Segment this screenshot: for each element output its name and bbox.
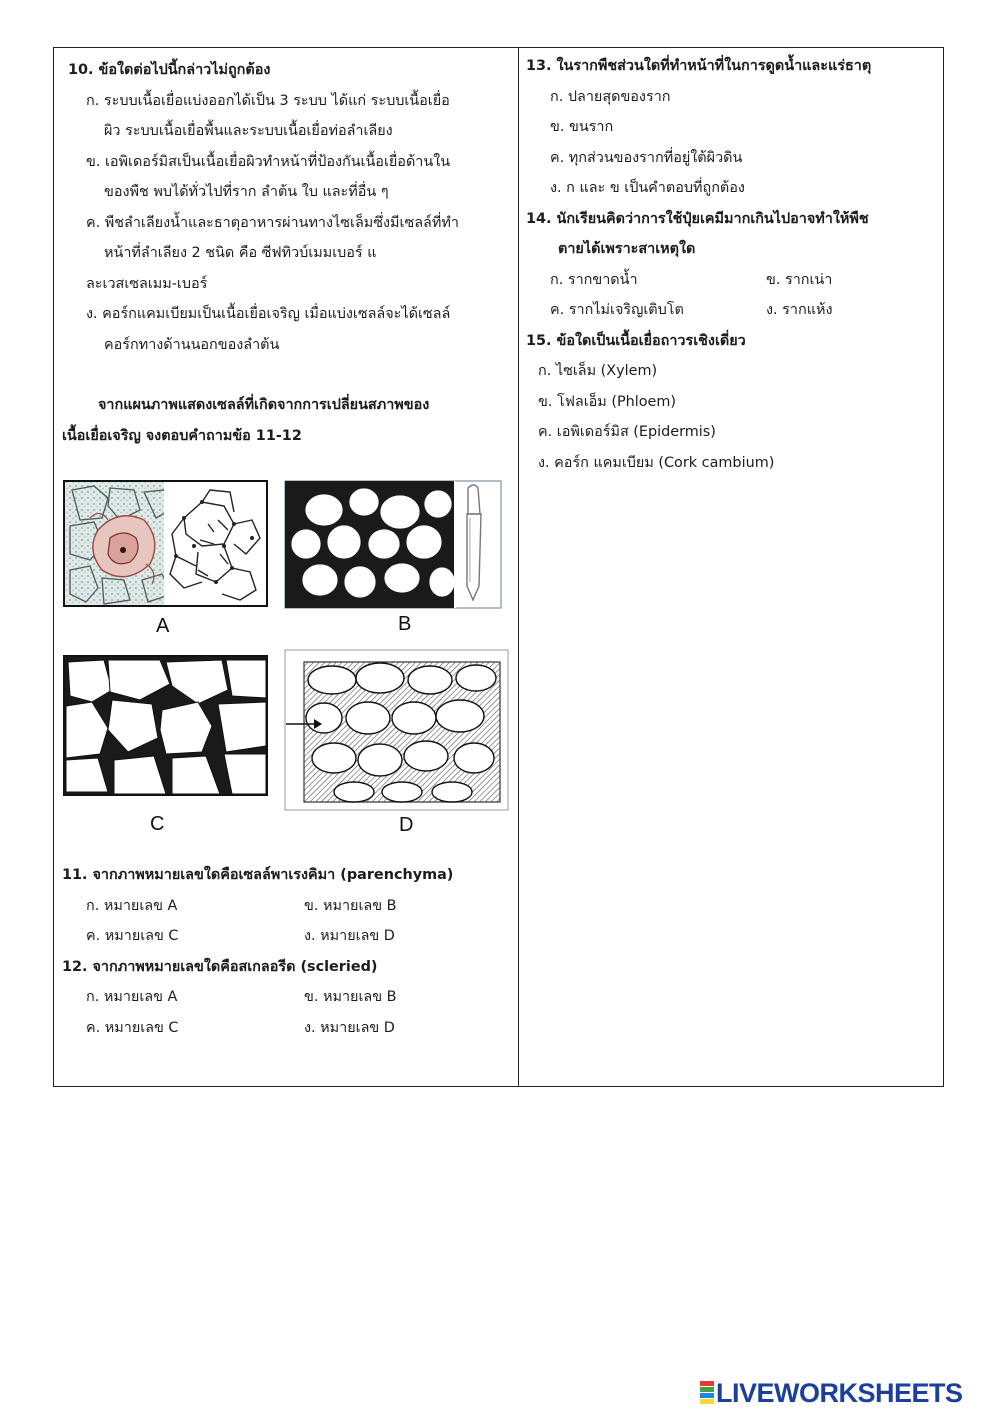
q12-option-c: ค. หมายเลข C (86, 1019, 179, 1036)
panel-b (285, 481, 501, 608)
q14-option-d: ง. รากแห้ง (766, 302, 833, 318)
q10-option-b-line1: ข. เอพิเดอร์มิสเป็นเนื้อเยื่อผิวทำหน้าที่ป้องกันเนื้อเยื่อด้านใน (86, 153, 451, 170)
cell-diagram-svg (62, 478, 517, 862)
label-a: A (156, 615, 170, 637)
q10-option-c-line1: ค. พืชลำเลียงน้ำและธาตุอาหารผ่านทางไซเล็มซึ่งมีเซลล์ที่ทำ (86, 214, 459, 231)
q11-option-d: ง. หมายเลข D (304, 928, 395, 944)
q10-option-a-line2: ผิว ระบบเนื้อเยื่อพื้นและระบบเนื้อเยื่อท่อลำเลียง (104, 123, 393, 139)
q15-option-c: ค. เอพิเดอร์มิส (Epidermis) (538, 424, 716, 440)
q15-option-b: ข. โฟลเอ็ม (Phloem) (538, 393, 677, 410)
question-13-title: 13. ในรากพืชส่วนใดที่ทำหน้าที่ในการดูดน้ำและแร่ธาตุ (526, 58, 872, 74)
q13-option-d: ง. ก และ ข เป็นคำตอบที่ถูกต้อง (550, 180, 745, 196)
q15-option-a: ก. ไซเล็ม (Xylem) (538, 363, 658, 379)
q11-option-c: ค. หมายเลข C (86, 928, 179, 944)
q10-option-b-line2: ของพืช พบได้ทั่วไปที่ราก ลำต้น ใบ และที่อื่น ๆ (104, 184, 389, 200)
question-10-title: 10. ข้อใดต่อไปนี้กล่าวไม่ถูกต้อง (68, 62, 271, 78)
q11-option-a: ก. หมายเลข A (86, 897, 178, 914)
liveworksheets-logo (700, 1378, 963, 1408)
q11-option-b: ข. หมายเลข B (304, 897, 397, 914)
q13-option-b: ข. ขนราก (550, 119, 614, 135)
q13-option-a: ก. ปลายสุดของราก (550, 88, 671, 105)
q12-option-a: ก. หมายเลข A (86, 989, 178, 1005)
q12-row-1 (62, 982, 512, 1013)
q15-option-d: ง. คอร์ก แคมเบียม (Cork cambium) (538, 454, 775, 471)
question-12-title: 12. จากภาพหมายเลขใดคือสเกลอรีด (scleried) (62, 958, 378, 975)
q14-option-a: ก. รากขาดน้ำ (550, 271, 638, 288)
q10-option-d-line2: คอร์กทางด้านนอกของลำต้น (104, 336, 280, 353)
left-column (62, 48, 512, 451)
question-14-title-line1: 14. นักเรียนคิดว่าการใช้ปุ๋ยเคมีมากเกินไปอาจทำให้พืช (526, 210, 869, 227)
panel-c (64, 656, 267, 795)
question-15-title: 15. ข้อใดเป็นเนื้อเยื่อถาวรเชิงเดี่ยว (526, 332, 746, 349)
sclereid-cell (467, 485, 481, 600)
instruction-line2: เนื้อเยื่อเจริญ จงตอบคำถามข้อ 11-12 (62, 427, 302, 444)
instruction-line1: จากแผนภาพแสดงเซลล์ที่เกิดจากการเปลี่ยนสภาพของ (98, 397, 430, 413)
q14-option-c: ค. รากไม่เจริญเติบโต (550, 302, 684, 318)
q11-row-1 (62, 891, 512, 922)
logo-text: LIVEWORKSHEETS (716, 1377, 963, 1408)
q12-option-d: ง. หมายเลข D (304, 1019, 395, 1036)
logo-mark-icon (700, 1381, 714, 1405)
q10-option-c-line3: ละเวสเซลเมม-เบอร์ (86, 275, 208, 292)
q10-option-c-line2: หน้าที่ลำเลียง 2 ชนิด คือ ซีฟทิวบ์เมมเบอร์ แ (104, 245, 377, 261)
label-d: D (399, 814, 414, 836)
label-c: C (150, 813, 165, 835)
q12-option-b: ข. หมายเลข B (304, 989, 397, 1005)
q11-row-2 (62, 921, 512, 952)
question-11-title: 11. จากภาพหมายเลขใดคือเซลล์พาเรงคิมา (parenchyma) (62, 867, 454, 883)
cell-diagram-figure (62, 478, 517, 862)
worksheet-table (53, 47, 944, 1087)
q14-option-b: ข. รากเน่า (766, 271, 833, 288)
q14-row-1 (526, 265, 938, 296)
q10-option-d-line1: ง. คอร์กแคมเบียมเป็นเนื้อเยื่อเจริญ เมื่อแบ่งเซลล์จะได้เซลล์ (86, 306, 451, 322)
q12-row-2 (62, 1013, 512, 1044)
label-b: B (398, 613, 412, 635)
panel-a (64, 481, 267, 606)
q10-option-a-line1: ก. ระบบเนื้อเยื่อแบ่งออกได้เป็น 3 ระบบ ได้แก่ ระบบเนื้อเยื่อ (86, 92, 450, 109)
column-divider (518, 48, 519, 1086)
right-column (526, 48, 938, 478)
q14-row-2 (526, 295, 938, 326)
panel-d (285, 650, 508, 810)
question-14-title-line2: ตายได้เพราะสาเหตุใด (558, 241, 696, 257)
left-column-lower (62, 860, 512, 1043)
q13-option-c: ค. ทุกส่วนของรากที่อยู่ใต้ผิวดิน (550, 149, 743, 166)
